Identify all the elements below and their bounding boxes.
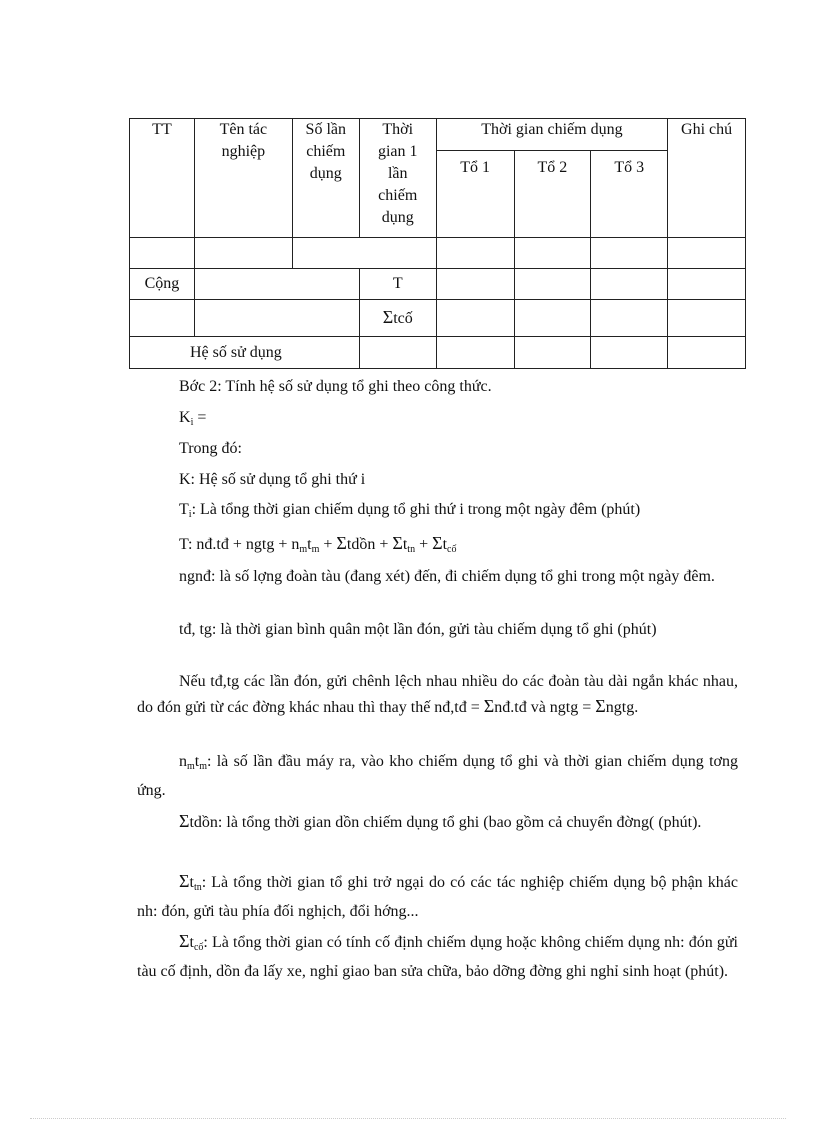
paragraph-tco: $\Sigma t_{cố}$: Là tổng thời gian có tính cố định chiếm dụng hoặc không chiếm dụng nh: đón gửi tàu cố định, dồn đa lấy xe, nghỉ giao ban sửa chữa, bảo dỡng đờng ghi nghỉ sinh hoạt (phút). [137, 931, 738, 980]
paragraph-ttn: $\Sigma t_{tn}$: Là tổng thời gian tổ ghi trở ngại do có các tác nghiệp chiếm dụng bộ phận khác nh: đón, gửi tàu phía đối nghịch, đổi hớng... [137, 871, 738, 920]
k-definition: K: Hệ số sử dụng tổ ghi thứ i [179, 471, 366, 488]
table-row-sigma [130, 300, 746, 337]
paragraph-tdon: Σtdồn: là tổng thời gian dồn chiếm dụng tổ ghi (bao gồm cả chuyển đờng( (phút). [179, 811, 702, 831]
paragraph-nmtm: $n_mt_m$: là số lần đầu máy ra, vào kho chiếm dụng tổ ghi và thời gian chiếm dụng tơng ứng. [137, 753, 738, 799]
header-group-3: Tổ 3 [591, 151, 668, 238]
header-time-each: Thời gian 1 lần chiếm dụng [359, 119, 436, 238]
paragraph-neu: Nếu tđ,tg các lần đón, gửi chênh lệch nhau nhiều do các đoàn tàu dài ngắn khác nhau, do đón gửi từ các đờng khác nhau thì thay thế nđ,tđ = Σnđ.tđ và ngtg = Σngtg. [137, 673, 738, 716]
t-formula: T: nđ.tđ + ngtg + $n_mt_m$ + Σtdồn + $\Sigma t_{tn} + \Sigma t_{cố}$ [179, 533, 457, 555]
header-task-name: Tên tác nghiệp [194, 119, 292, 238]
trong-do: Trong đó: [179, 440, 242, 457]
usage-label: Hệ số sử dụng [130, 337, 360, 369]
table-row [130, 238, 746, 269]
header-count: Số lần chiếm dụng [292, 119, 359, 238]
header-note: Ghi chú [668, 119, 746, 238]
table-row-usage [130, 337, 746, 369]
header-occupancy: Thời gian chiếm dụng [436, 119, 667, 151]
step-2-heading: Bớc 2: Tính hệ số sử dụng tổ ghi theo công thức. [179, 378, 492, 395]
table-row-total [130, 269, 746, 300]
ki-formula: $K_i$ = [179, 409, 207, 428]
header-group-1: Tổ 1 [436, 151, 514, 238]
ti-definition: $T_i$: Là tổng thời gian chiếm dụng tổ ghi thứ i trong một ngày đêm (phút) [179, 501, 641, 520]
paragraph-td-tg: tđ, tg: là thời gian bình quân một lần đón, gửi tàu chiếm dụng tổ ghi (phút) [179, 621, 657, 638]
sigma-tco-cell: Σtcố [359, 300, 436, 337]
footer-divider [30, 1118, 786, 1119]
header-group-2: Tổ 2 [514, 151, 591, 238]
paragraph-ngnd: ngnđ: là số lợng đoàn tàu (đang xét) đến, đi chiếm dụng tổ ghi trong một ngày đêm. [179, 568, 715, 585]
header-tt: TT [130, 119, 195, 238]
total-t: T [359, 269, 436, 300]
total-label: Cộng [130, 269, 195, 300]
occupancy-table [129, 118, 746, 369]
